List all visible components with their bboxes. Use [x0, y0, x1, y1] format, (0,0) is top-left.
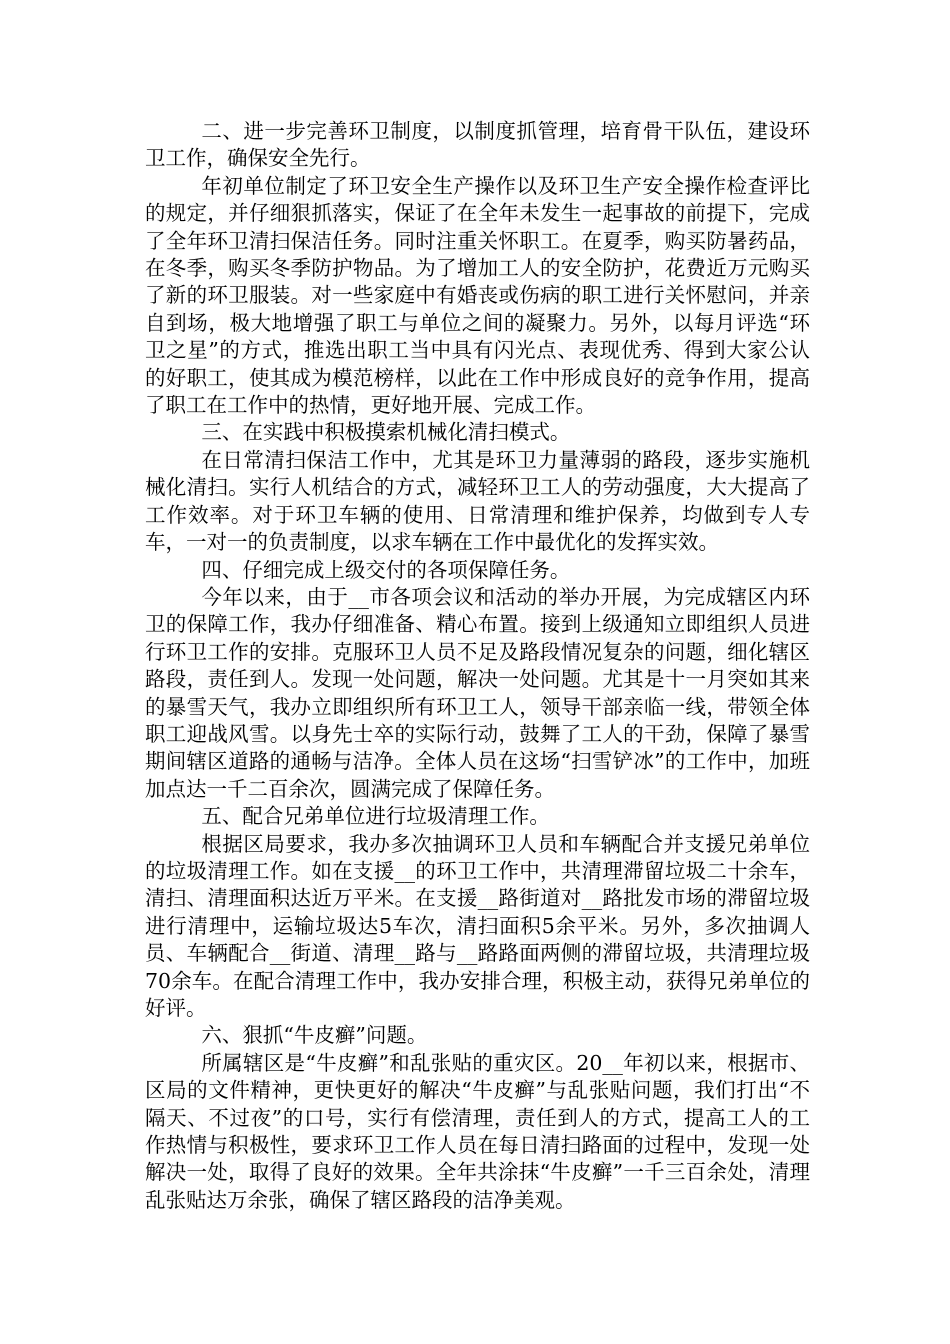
section-heading-6: 六、狠抓“牛皮癣”问题。	[201, 1023, 428, 1048]
paragraph-illegal-ads: 所属辖区是“牛皮癣”和乱张贴的重灾区。20__年初以来，根据市、区局的文件精神，更快更好的解决“牛皮癣”与乱张贴问题，我们打出“不隔天、不过夜”的口号，实行有偿清理，责任到人的方式，提高工人的工作热情与积极性，要求环卫工作人员在每日清扫路面的过程中，发现一处解决一处，取得了良好的效果。全年共涂抹“牛皮癣”一千三百余处，清理乱张贴达万余张，确保了辖区路段的洁净美观。	[145, 1050, 810, 1212]
section-heading-2: 二、进一步完善环卫制度，以制度抓管理，培育骨干队伍，建设环卫工作，确保安全先行。	[145, 119, 810, 171]
section-heading-3: 三、在实践中积极摸索机械化清扫模式。	[201, 420, 571, 445]
section-heading-5: 五、配合兄弟单位进行垃圾清理工作。	[201, 804, 550, 829]
paragraph-support-tasks: 今年以来，由于__市各项会议和活动的举办开展，为完成辖区内环卫的保障工作，我办仔细准备、精心布置。接到上级通知立即组织人员进行环卫工作的安排。克服环卫人员不足及路段情况复杂的问题，细化辖区路段，责任到人。发现一处问题，解决一处问题。尤其是十一月突如其来的暴雪天气，我办立即组织所有环卫工人，领导干部亲临一线，带领全体职工迎战风雪。以身先士卒的实际行动，鼓舞了工人的干劲，保障了暴雪期间辖区道路的通畅与洁净。全体人员在这场“扫雪铲冰”的工作中，加班加点达一千二百余次，圆满完成了保障任务。	[145, 584, 810, 801]
paragraph-mechanized-cleaning: 在日常清扫保洁工作中，尤其是环卫力量薄弱的路段，逐步实施机械化清扫。实行人机结合的方式，减轻环卫工人的劳动强度，大大提高了工作效率。对于环卫车辆的使用、日常清理和维护保养，均做到专人专车，一对一的负责制度，以求车辆在工作中最优化的发挥实效。	[145, 447, 810, 555]
paragraph-garbage-cleanup: 根据区局要求，我办多次抽调环卫人员和车辆配合并支援兄弟单位的垃圾清理工作。如在支援__的环卫工作中，共清理滞留垃圾二十余车，清扫、清理面积达近万平米。在支援__路街道对__路批发市场的滞留垃圾进行清理中，运输垃圾达5车次，清扫面积5余平米。另外，多次抽调人员、车辆配合__街道、清理__路与__路路面两侧的滞留垃圾，共清理垃圾70余车。在配合清理工作中，我办安排合理，积极主动，获得兄弟单位的好评。	[145, 831, 810, 1020]
section-heading-4: 四、仔细完成上级交付的各项保障任务。	[201, 557, 571, 582]
paragraph-safety-management: 年初单位制定了环卫安全生产操作以及环卫生产安全操作检查评比的规定，并仔细狠抓落实，保证了在全年未发生一起事故的前提下，完成了全年环卫清扫保洁任务。同时注重关怀职工。在夏季，购买防暑药品，在冬季，购买冬季防护物品。为了增加工人的安全防护，花费近万元购买了新的环卫服装。对一些家庭中有婚丧或伤病的职工进行关怀慰问，并亲自到场，极大地增强了职工与单位之间的凝聚力。另外，以每月评选“环卫之星”的方式，推选出职工当中具有闪光点、表现优秀、得到大家公认的好职工，使其成为模范榜样，以此在工作中形成良好的竞争作用，提高了职工在工作中的热情，更好地开展、完成工作。	[145, 173, 810, 418]
document-body	[145, 118, 810, 1214]
